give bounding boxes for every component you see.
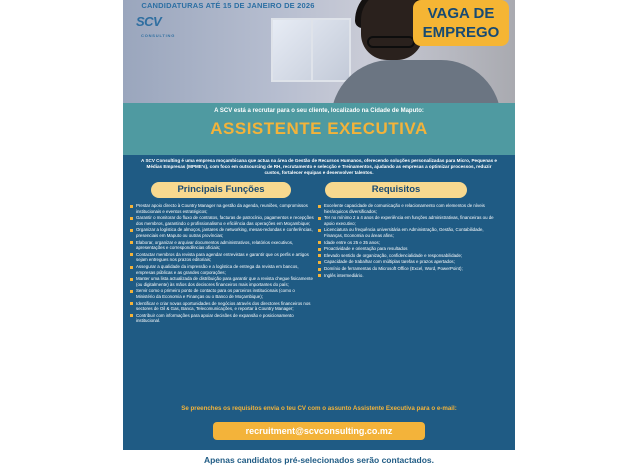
requirement-item: Elevado sentido de organização, confidencialidade e responsabilidade; — [317, 253, 499, 259]
requirement-item: Inglês intermediário. — [317, 273, 499, 279]
function-item: Elaborar, organizar e arquivar documentos administrativos, relatórios executivos, apresentações e correspondências oficiais; — [129, 240, 314, 251]
requirement-item: Domínio de ferramentas do Microsoft Office (Excel, Word, PowerPoint); — [317, 266, 499, 272]
glasses-icon — [367, 36, 415, 48]
function-item: Prestar apoio directo à Country Manager na gestão da agenda, reuniões, compromissos institucionais e eventos estratégicos; — [129, 203, 314, 214]
apply-note: Se preenches os requisitos envia o teu CV com o assunto Assistente Executiva para o e-mail: — [181, 405, 457, 412]
title-band — [123, 103, 515, 155]
intro-text: A SCV está a recrutar para o seu cliente, localizado na Cidade de Maputo: — [214, 108, 424, 114]
function-item: Contactar membros da revista para agendar entrevistas e garantir que os perfis e artigos sejam entregues nos prazos editoriais; — [129, 252, 314, 263]
requirement-item: Licenciatura ou frequência universitária em Administração, Gestão, Contabilidade, Finanças, Economia ou áreas afins; — [317, 227, 499, 238]
requirements-heading: Requisitos — [325, 182, 467, 198]
function-item: Organizar a logística de almoços, jantares de networking, mesas-redondas e conferências, presenciais em Maputo ou outras províncias; — [129, 227, 314, 238]
company-description: A SCV Consulting é uma empresa moçambicana que actua na área de Gestão de Recursos Humanos, oferecendo soluções personalizadas para Micro, Pequenas e Médias Empresas (MPME's), com foco em outsourcing de RH, recrutamento e selecção e Treinamentos, ajudando as empresas a optimizar processos, reduzir custos, fortalecer equipas e desenvolver talentos. — [141, 158, 497, 175]
deadline-text: CANDIDATURAS ATÉ 15 DE JANEIRO DE 2026 — [141, 1, 315, 10]
requirement-item: Idade entre os 25 e 35 anos; — [317, 240, 499, 246]
content-panel — [123, 155, 515, 450]
footer-note: Apenas candidatos pré-selecionados serão contactados. — [203, 455, 435, 465]
logo-text: SCV — [136, 14, 162, 29]
company-logo — [136, 14, 184, 44]
requirement-item: Capacidade de trabalhar com múltiplas tarefas e prazos apertados; — [317, 259, 499, 265]
function-item: Identificar e criar novas oportunidades de negócios através dos directores financeiros nos sectores de Oil & Gas, Banca, Telecomunicações, e reportar à Country Manager; — [129, 301, 314, 312]
functions-heading: Principais Funções — [151, 182, 291, 198]
vaga-badge — [413, 0, 509, 46]
functions-list — [129, 203, 314, 325]
requirement-item: Proactividade e orientação para resultados — [317, 246, 499, 252]
email-link[interactable]: recruitment@scvconsulting.co.mz — [213, 422, 425, 440]
job-poster — [123, 0, 515, 470]
badge-line-1: VAGA DE — [427, 5, 495, 22]
person-body — [331, 60, 501, 103]
requirements-list — [317, 203, 499, 279]
badge-line-2: EMPREGO — [422, 24, 500, 41]
function-item: Contribuir com informações para apoiar decisões de expansão e posicionamento institucional. — [129, 313, 314, 324]
function-item: Garantir o monitorar do fluxo de contratos, facturas de patrocínio, pagamentos e recepções dos membros, garantindo o profissionalismo e eficiência das operações em Moçambique; — [129, 215, 314, 226]
window-background — [271, 18, 351, 82]
function-item: Manter uma lista actualizada de distribuição para garantir que a revista chegue fisicamente (ou digitalmente) às mãos dos decisores financeiros mais importantes do país; — [129, 276, 314, 287]
requirement-item: Ter no mínimo 2 a 4 anos de experiência em funções administrativas, financeiras ou de apoio executivo; — [317, 215, 499, 226]
function-item: Assegurar a qualidade da impressão e a logística de entrega da revista em bancos, empresas públicas e as grandes corporações; — [129, 264, 314, 275]
logo-subtext: CONSULTING — [141, 33, 176, 38]
requirement-item: Excelente capacidade de comunicação e relacionamento com elementos de níveis hierárquicos diversificados; — [317, 203, 499, 214]
job-title: ASSISTENTE EXECUTIVA — [210, 119, 428, 138]
function-item: Servir como o primeiro ponto de contacto para os parceiros institucionais (como o Ministério da Economia e Finanças ou o Banco de Moçambique); — [129, 288, 314, 299]
header-photo — [123, 0, 515, 103]
